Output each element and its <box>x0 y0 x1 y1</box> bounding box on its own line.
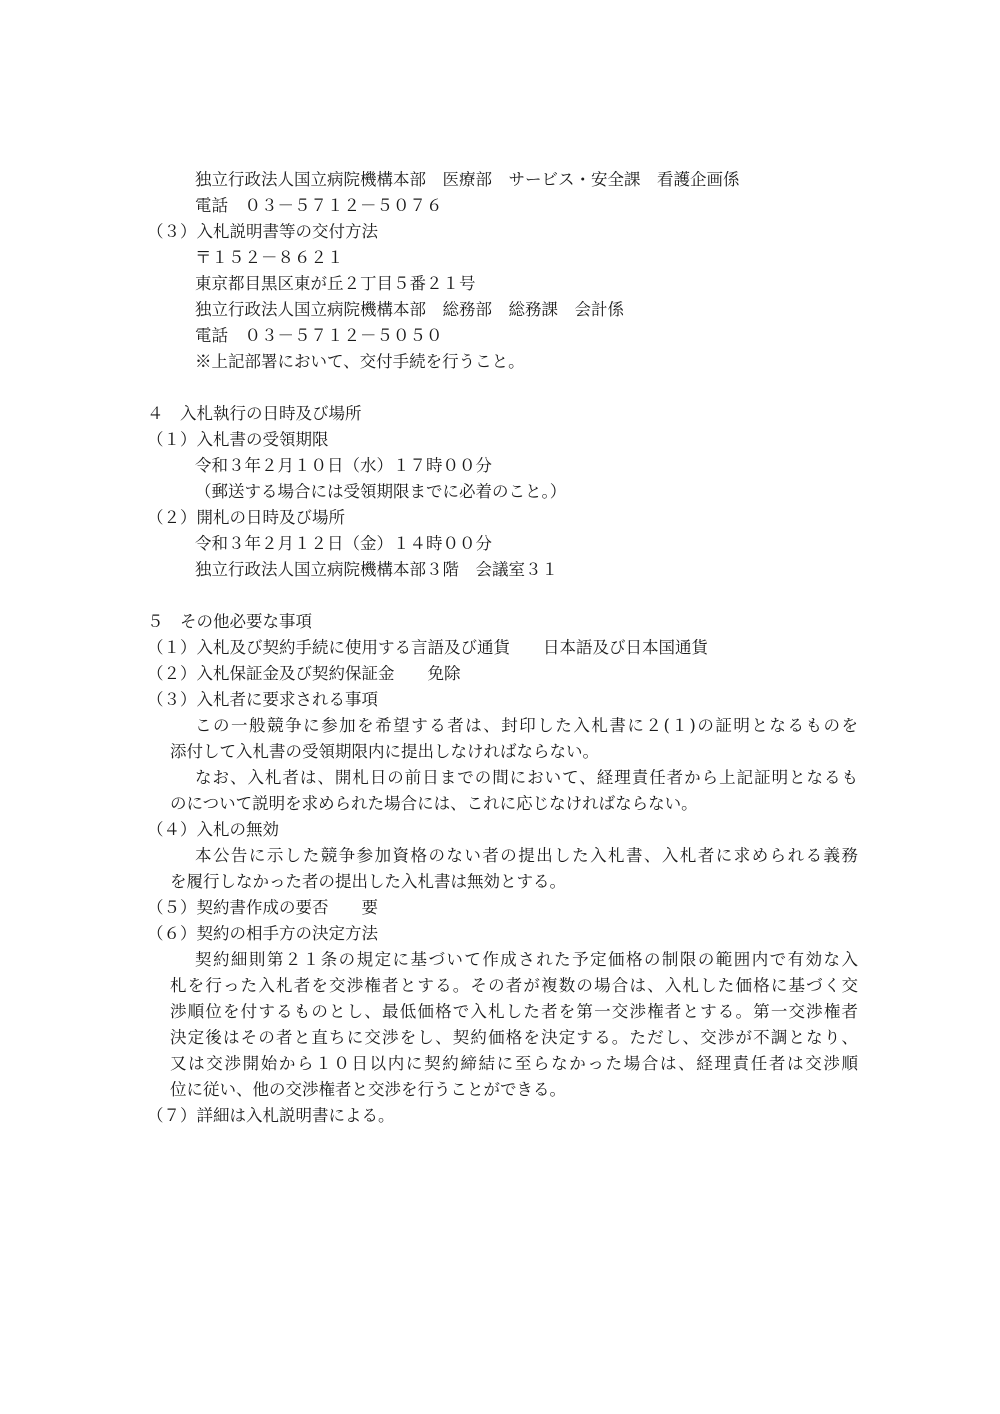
text-line-30: 渉順位を付するものとし、最低価格で入札した者を第一交渉権者とする。第一交渉権者 <box>170 1002 858 1021</box>
text-line-18: （３）入札者に要求される事項 <box>147 690 378 709</box>
text-line-22: のについて説明を求められた場合には、これに応じなければならない。 <box>170 794 698 813</box>
text-line-2: （３）入札説明書等の交付方法 <box>147 222 378 241</box>
text-line-6: 電話 ０３－５７１２－５０５０ <box>195 326 443 345</box>
text-line-34: （７）詳細は入札説明書による。 <box>147 1106 395 1125</box>
text-line-32: 又は交渉開始から１０日以内に契約締結に至らなかった場合は、経理責任者は交渉順 <box>170 1054 858 1073</box>
text-line-31: 決定後はその者と直ちに交渉をし、契約価格を決定する。ただし、交渉が不調となり、 <box>170 1028 858 1047</box>
text-line-5: 独立行政法人国立病院機構本部 総務部 総務課 会計係 <box>195 300 624 319</box>
text-line-27: （６）契約の相手方の決定方法 <box>147 924 378 943</box>
text-line-23: （４）入札の無効 <box>147 820 279 839</box>
text-line-10: 令和３年２月１０日（水）１７時００分 <box>195 456 492 475</box>
text-line-25: を履行しなかった者の提出した入札書は無効とする。 <box>170 872 566 891</box>
text-line-16: （１）入札及び契約手続に使用する言語及び通貨 日本語及び日本国通貨 <box>147 638 708 657</box>
text-line-17: （２）入札保証金及び契約保証金 免除 <box>147 664 461 683</box>
text-line-9: （１）入札書の受領期限 <box>147 430 329 449</box>
text-line-26: （５）契約書作成の要否 要 <box>147 898 378 917</box>
text-line-28: 契約細則第２１条の規定に基づいて作成された予定価格の制限の範囲内で有効な入 <box>195 950 858 969</box>
text-line-29: 札を行った入札者を交渉権者とする。その者が複数の場合は、入札した価格に基づく交 <box>170 976 858 995</box>
text-line-7: ※上記部署において、交付手続を行うこと。 <box>195 352 525 371</box>
text-line-12: （２）開札の日時及び場所 <box>147 508 345 527</box>
text-line-3: 〒１５２－８６２１ <box>195 248 344 267</box>
text-line-11: （郵送する場合には受領期限までに必着のこと。） <box>195 482 567 501</box>
text-line-1: 電話 ０３－５７１２－５０７６ <box>195 196 443 215</box>
text-line-15: ５ その他必要な事項 <box>147 612 312 631</box>
text-line-33: 位に従い、他の交渉権者と交渉を行うことができる。 <box>170 1080 566 1099</box>
text-line-24: 本公告に示した競争参加資格のない者の提出した入札書、入札者に求められる義務 <box>195 846 858 865</box>
text-line-8: ４ 入札執行の日時及び場所 <box>147 404 362 423</box>
text-line-20: 添付して入札書の受領期限内に提出しなければならない。 <box>170 742 599 761</box>
text-line-13: 令和３年２月１２日（金）１４時００分 <box>195 534 492 553</box>
text-line-21: なお、入札者は、開札日の前日までの間において、経理責任者から上記証明となるも <box>195 768 858 787</box>
text-line-0: 独立行政法人国立病院機構本部 医療部 サービス・安全課 看護企画係 <box>195 170 740 189</box>
text-line-4: 東京都目黒区東が丘２丁目５番２１号 <box>195 274 476 293</box>
text-line-14: 独立行政法人国立病院機構本部３階 会議室３１ <box>195 560 558 579</box>
text-line-19: この一般競争に参加を希望する者は、封印した入札書に２(１)の証明となるものを <box>195 716 858 735</box>
